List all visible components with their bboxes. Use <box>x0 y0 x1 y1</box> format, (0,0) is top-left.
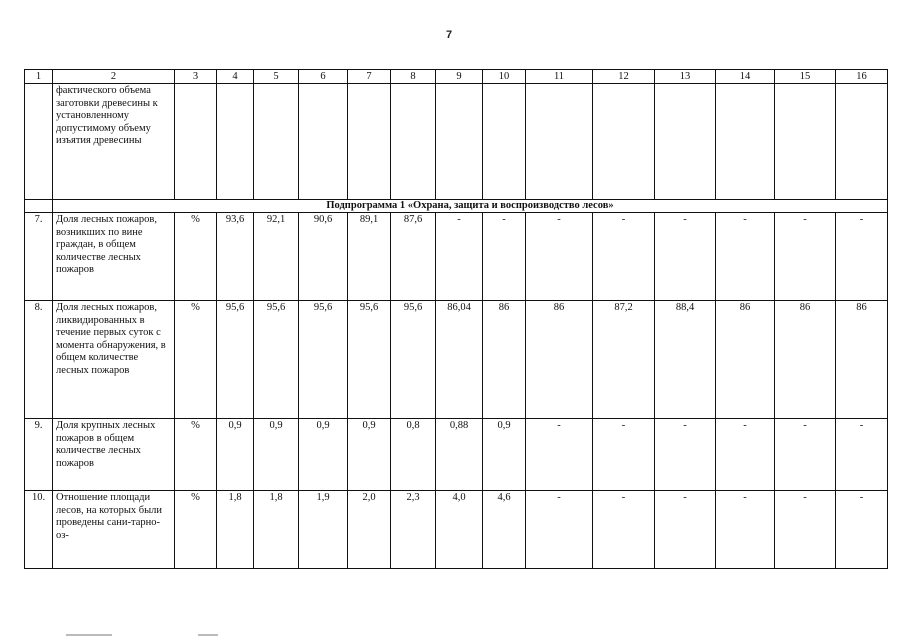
table-cell <box>483 84 526 200</box>
indicator-name-cell: Доля крупных лесных пожаров в общем количестве лесных пожаров <box>53 419 175 491</box>
column-number-header: 1 <box>25 70 53 84</box>
value-cell: - <box>526 491 593 569</box>
subprogram-row-blank-cell <box>25 200 53 213</box>
table-cell <box>436 84 483 200</box>
value-cell: 86 <box>526 301 593 419</box>
value-cell: 90,6 <box>299 213 348 301</box>
value-cell: 0,88 <box>436 419 483 491</box>
value-cell: - <box>483 213 526 301</box>
table-cell <box>175 84 217 200</box>
column-number-header: 13 <box>655 70 716 84</box>
table-cell <box>655 84 716 200</box>
column-number-header: 9 <box>436 70 483 84</box>
unit-cell: % <box>175 419 217 491</box>
table-cell <box>836 84 888 200</box>
unit-cell: % <box>175 491 217 569</box>
table-row <box>25 213 888 301</box>
value-cell: 95,6 <box>348 301 391 419</box>
value-cell: - <box>593 419 655 491</box>
value-cell: - <box>655 491 716 569</box>
table-row <box>25 301 888 419</box>
value-cell: - <box>775 491 836 569</box>
value-cell: 1,9 <box>299 491 348 569</box>
table-cell <box>254 84 299 200</box>
value-cell: - <box>436 213 483 301</box>
value-cell: 95,6 <box>299 301 348 419</box>
indicator-name-cell: Доля лесных пожаров, возникших по вине граждан, в общем количестве лесных пожаров <box>53 213 175 301</box>
column-number-header: 12 <box>593 70 655 84</box>
table-cell <box>348 84 391 200</box>
unit-cell: % <box>175 213 217 301</box>
value-cell: - <box>593 491 655 569</box>
column-number-header: 4 <box>217 70 254 84</box>
value-cell: 0,8 <box>391 419 436 491</box>
row-number-cell: 7. <box>25 213 53 301</box>
value-cell: 2,0 <box>348 491 391 569</box>
value-cell: 4,0 <box>436 491 483 569</box>
value-cell: - <box>593 213 655 301</box>
column-number-header: 14 <box>716 70 775 84</box>
value-cell: - <box>716 491 775 569</box>
value-cell: 86,04 <box>436 301 483 419</box>
value-cell: 2,3 <box>391 491 436 569</box>
value-cell: 0,9 <box>299 419 348 491</box>
table-cell <box>775 84 836 200</box>
value-cell: 89,1 <box>348 213 391 301</box>
table-cell <box>593 84 655 200</box>
value-cell: 87,6 <box>391 213 436 301</box>
value-cell: - <box>526 213 593 301</box>
row-number-cell: 9. <box>25 419 53 491</box>
column-number-header: 2 <box>53 70 175 84</box>
column-number-header: 11 <box>526 70 593 84</box>
column-number-header: 7 <box>348 70 391 84</box>
column-number-header: 6 <box>299 70 348 84</box>
indicator-name-cell: Доля лесных пожаров, ликвидированных в течение первых суток с момента обнаружения, в общем количестве лесных пожаров <box>53 301 175 419</box>
value-cell: 87,2 <box>593 301 655 419</box>
subprogram-title: Подпрограмма 1 «Охрана, защита и воспроизводство лесов» <box>53 200 888 213</box>
value-cell: 93,6 <box>217 213 254 301</box>
value-cell: 86 <box>775 301 836 419</box>
column-number-row <box>25 70 888 84</box>
subprogram-row <box>25 200 888 213</box>
value-cell: 95,6 <box>391 301 436 419</box>
value-cell: - <box>836 491 888 569</box>
value-cell: 95,6 <box>217 301 254 419</box>
table-row <box>25 491 888 569</box>
value-cell: - <box>775 213 836 301</box>
value-cell: 0,9 <box>254 419 299 491</box>
value-cell: - <box>775 419 836 491</box>
value-cell: 86 <box>716 301 775 419</box>
column-number-header: 8 <box>391 70 436 84</box>
value-cell: - <box>655 213 716 301</box>
column-number-header: 5 <box>254 70 299 84</box>
value-cell: 0,9 <box>483 419 526 491</box>
column-number-header: 16 <box>836 70 888 84</box>
value-cell: 0,9 <box>348 419 391 491</box>
indicators-table <box>24 69 888 569</box>
value-cell: 86 <box>483 301 526 419</box>
scan-edge-marks <box>66 634 246 637</box>
table-row <box>25 419 888 491</box>
value-cell: - <box>716 419 775 491</box>
value-cell: 92,1 <box>254 213 299 301</box>
value-cell: 95,6 <box>254 301 299 419</box>
value-cell: 4,6 <box>483 491 526 569</box>
value-cell: 1,8 <box>254 491 299 569</box>
value-cell: 88,4 <box>655 301 716 419</box>
value-cell: 86 <box>836 301 888 419</box>
table-cell <box>526 84 593 200</box>
column-number-header: 15 <box>775 70 836 84</box>
table-cell <box>716 84 775 200</box>
row-number-cell: 10. <box>25 491 53 569</box>
value-cell: - <box>526 419 593 491</box>
column-number-header: 3 <box>175 70 217 84</box>
page-number: 7 <box>446 29 453 41</box>
unit-cell: % <box>175 301 217 419</box>
value-cell: - <box>836 213 888 301</box>
column-number-header: 10 <box>483 70 526 84</box>
indicator-name-cell: фактического объема заготовки древесины к установленному допустимому объему изъятия древесины <box>53 84 175 200</box>
table-cell <box>299 84 348 200</box>
value-cell: 1,8 <box>217 491 254 569</box>
value-cell: - <box>655 419 716 491</box>
continuation-row <box>25 84 888 200</box>
value-cell: 0,9 <box>217 419 254 491</box>
row-number-cell: 8. <box>25 301 53 419</box>
indicator-name-cell: Отношение площади лесов, на которых были проведены сани-тарно- оз- <box>53 491 175 569</box>
table-cell <box>25 84 53 200</box>
value-cell: - <box>716 213 775 301</box>
value-cell: - <box>836 419 888 491</box>
table-cell <box>391 84 436 200</box>
table-cell <box>217 84 254 200</box>
